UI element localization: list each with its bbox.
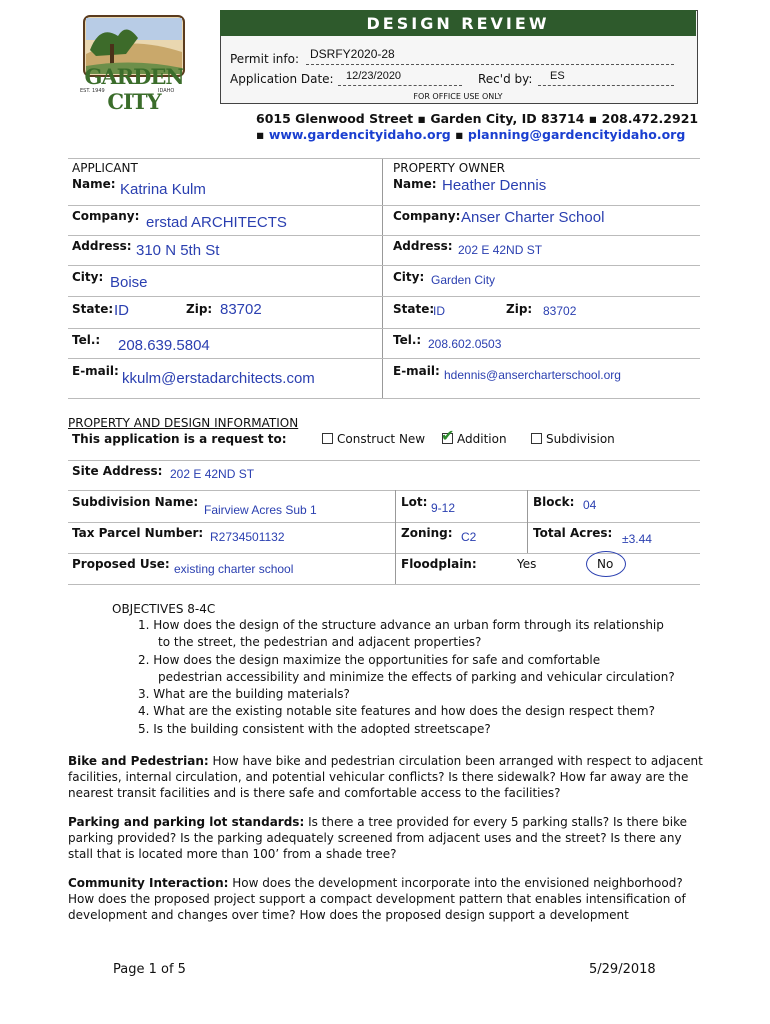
applicant-address-label: Address: — [72, 239, 132, 253]
owner-zip-label: Zip: — [506, 302, 533, 316]
permit-label: Permit info: — [230, 52, 300, 66]
subdivision-name-label: Subdivision Name: — [72, 495, 199, 509]
bullet-2: ▪ — [455, 127, 468, 142]
page-number: Page 1 of 5 — [113, 962, 186, 977]
application-date-label: Application Date: — [230, 72, 334, 86]
subdivision-name-field[interactable]: Fairview Acres Sub 1 — [204, 503, 317, 517]
owner-name-field[interactable]: Heather Dennis — [442, 177, 547, 194]
applicant-zip-label: Zip: — [186, 302, 213, 316]
owner-email-field[interactable]: hdennis@ansercharterschool.org — [444, 368, 621, 382]
subdivision-label: Subdivision — [546, 432, 615, 446]
total-acres-label: Total Acres: — [533, 526, 613, 540]
applicant-tel-field[interactable]: 208.639.5804 — [118, 337, 210, 354]
owner-name-label: Name: — [393, 177, 437, 191]
objective-2: 2. How does the design maximize the opportunities for safe and comfortable — [138, 653, 601, 667]
column-divider — [527, 490, 528, 553]
lot-field[interactable]: 9-12 — [431, 501, 456, 515]
community-section — [68, 875, 708, 923]
tax-parcel-label: Tax Parcel Number: — [72, 526, 204, 540]
owner-tel-label: Tel.: — [393, 333, 422, 347]
checkmark-icon: ✔ — [441, 426, 455, 445]
owner-zip-field[interactable]: 83702 — [543, 304, 577, 318]
row-line — [68, 205, 700, 206]
total-acres-field[interactable]: ±3.44 — [622, 532, 652, 546]
recd-by-label: Rec'd by: — [478, 72, 533, 86]
form-title: DESIGN REVIEW — [220, 10, 696, 36]
owner-email-label: E-mail: — [393, 364, 440, 378]
objective-5: 5. Is the building consistent with the adopted streetscape? — [138, 722, 491, 736]
subdivision-option[interactable] — [531, 432, 615, 446]
applicant-name-label: Name: — [72, 177, 116, 191]
row-line — [68, 265, 700, 266]
owner-state-field[interactable]: ID — [433, 304, 445, 318]
permit-value: DSRFY2020-28 — [310, 47, 395, 61]
addition-label: Addition — [457, 432, 507, 446]
owner-state-label: State: — [393, 302, 435, 316]
column-divider — [395, 490, 396, 584]
parking-section — [68, 814, 708, 862]
objective-3: 3. What are the building materials? — [138, 687, 350, 701]
applicant-zip-field[interactable]: 83702 — [220, 301, 262, 318]
objectives-heading: OBJECTIVES 8-4C — [112, 602, 216, 616]
recd-by-value: ES — [550, 70, 565, 82]
parking-text: Is there a tree provided for every 5 parking stalls? Is there bike parking provided? Is the parking adequately screened from adjacent uses and the street? Is there any stall that is located more than 100’ from a shade tree? — [68, 815, 687, 861]
zoning-label: Zoning: — [401, 526, 453, 540]
links-line — [256, 127, 685, 142]
applicant-email-label: E-mail: — [72, 364, 119, 378]
row-line — [68, 584, 700, 585]
community-text: How does the development incorporate into the envisioned neighborhood? How does the proposed project support a compact development pattern that enables intensification of development and changes over time? How does the proposed design support a development — [68, 876, 686, 922]
owner-company-label: Company: — [393, 209, 461, 223]
addition-option[interactable] — [441, 426, 507, 446]
row-line — [68, 358, 700, 359]
applicant-heading: APPLICANT — [72, 161, 138, 175]
applicant-city-label: City: — [72, 270, 104, 284]
objective-1-cont: to the street, the pedestrian and adjacent properties? — [158, 635, 482, 649]
applicant-email-field[interactable]: kkulm@erstadarchitects.com — [122, 370, 315, 387]
row-line — [68, 328, 700, 329]
planning-email-link[interactable]: planning@gardencityidaho.org — [467, 127, 686, 142]
request-label: This application is a request to: — [72, 432, 287, 446]
construct-new-option[interactable] — [322, 432, 425, 446]
row-line — [68, 522, 700, 523]
floodplain-label: Floodplain: — [401, 557, 477, 571]
permit-field[interactable] — [306, 63, 674, 65]
owner-address-label: Address: — [393, 239, 453, 253]
bike-pedestrian-title: Bike and Pedestrian: — [68, 754, 209, 768]
applicant-city-field[interactable]: Boise — [110, 274, 148, 291]
floodplain-no-option[interactable]: No — [597, 557, 614, 571]
subdivision-checkbox[interactable] — [531, 433, 542, 444]
tax-parcel-field[interactable]: R2734501132 — [210, 530, 285, 544]
site-address-field[interactable]: 202 E 42ND ST — [170, 467, 255, 481]
construct-new-checkbox[interactable] — [322, 433, 333, 444]
construct-new-label: Construct New — [337, 432, 426, 446]
owner-address-field[interactable]: 202 E 42ND ST — [458, 243, 543, 257]
owner-city-field[interactable]: Garden City — [431, 273, 496, 287]
parking-title: Parking and parking lot standards: — [68, 815, 305, 829]
lot-label: Lot: — [401, 495, 428, 509]
website-link[interactable]: www.gardencityidaho.org — [268, 127, 451, 142]
applicant-tel-label: Tel.: — [72, 333, 101, 347]
block-field[interactable]: 04 — [583, 498, 597, 512]
floodplain-yes-option[interactable]: Yes — [517, 557, 537, 571]
owner-city-label: City: — [393, 270, 425, 284]
zoning-field[interactable]: C2 — [461, 530, 477, 544]
objective-1: 1. How does the design of the structure advance an urban form through its relationship — [138, 618, 664, 632]
logo-right-sub: IDAHO — [158, 88, 175, 94]
applicant-name-field[interactable]: Katrina Kulm — [120, 181, 206, 198]
site-address-label: Site Address: — [72, 464, 163, 478]
applicant-state-label: State: — [72, 302, 114, 316]
logo-left-sub: EST. 1949 — [80, 88, 105, 94]
proposed-use-label: Proposed Use: — [72, 557, 170, 571]
logo-title: GARDEN CITY — [84, 64, 184, 114]
bike-pedestrian-text: How have bike and pedestrian circulation been arranged with respect to adjacent facilities, internal circulation, and potential vehicular conflicts? Is there sidewalk? How far away are the nearest transit facilities and is there safe and comfortable access to the facilities? — [68, 754, 703, 800]
recd-by-field[interactable] — [538, 84, 674, 86]
row-line — [68, 398, 700, 399]
proposed-use-field[interactable]: existing charter school — [174, 562, 294, 576]
community-title: Community Interaction: — [68, 876, 229, 890]
row-line — [68, 235, 700, 236]
application-date-field[interactable] — [338, 84, 462, 86]
row-line — [68, 490, 700, 491]
bike-pedestrian-section — [68, 753, 708, 801]
applicant-company-field[interactable]: erstad ARCHITECTS — [146, 214, 287, 231]
bullet-1: ▪ — [256, 127, 269, 142]
applicant-company-label: Company: — [72, 209, 140, 223]
office-note: FOR OFFICE USE ONLY — [413, 92, 503, 101]
applicant-state-field[interactable]: ID — [114, 302, 129, 319]
application-date-value: 12/23/2020 — [346, 70, 402, 82]
block-label: Block: — [533, 495, 575, 509]
row-line — [68, 158, 700, 159]
column-divider — [382, 158, 383, 398]
owner-tel-field[interactable]: 208.602.0503 — [428, 337, 502, 351]
city-address: 6015 Glenwood Street ▪ Garden City, ID 83714 ▪ 208.472.2921 — [256, 111, 699, 126]
applicant-address-field[interactable]: 310 N 5th St — [136, 242, 220, 259]
objective-2-cont: pedestrian accessibility and minimize the effects of parking and vehicular circulation? — [158, 670, 675, 684]
owner-company-field[interactable]: Anser Charter School — [461, 209, 605, 226]
addition-checkbox[interactable] — [441, 426, 455, 445]
property-heading: PROPERTY AND DESIGN INFORMATION — [68, 416, 299, 430]
row-line — [68, 460, 700, 461]
owner-heading: PROPERTY OWNER — [393, 161, 505, 175]
row-line — [68, 296, 700, 297]
revision-date: 5/29/2018 — [589, 962, 656, 977]
objective-4: 4. What are the existing notable site features and how does the design respect them? — [138, 704, 655, 718]
